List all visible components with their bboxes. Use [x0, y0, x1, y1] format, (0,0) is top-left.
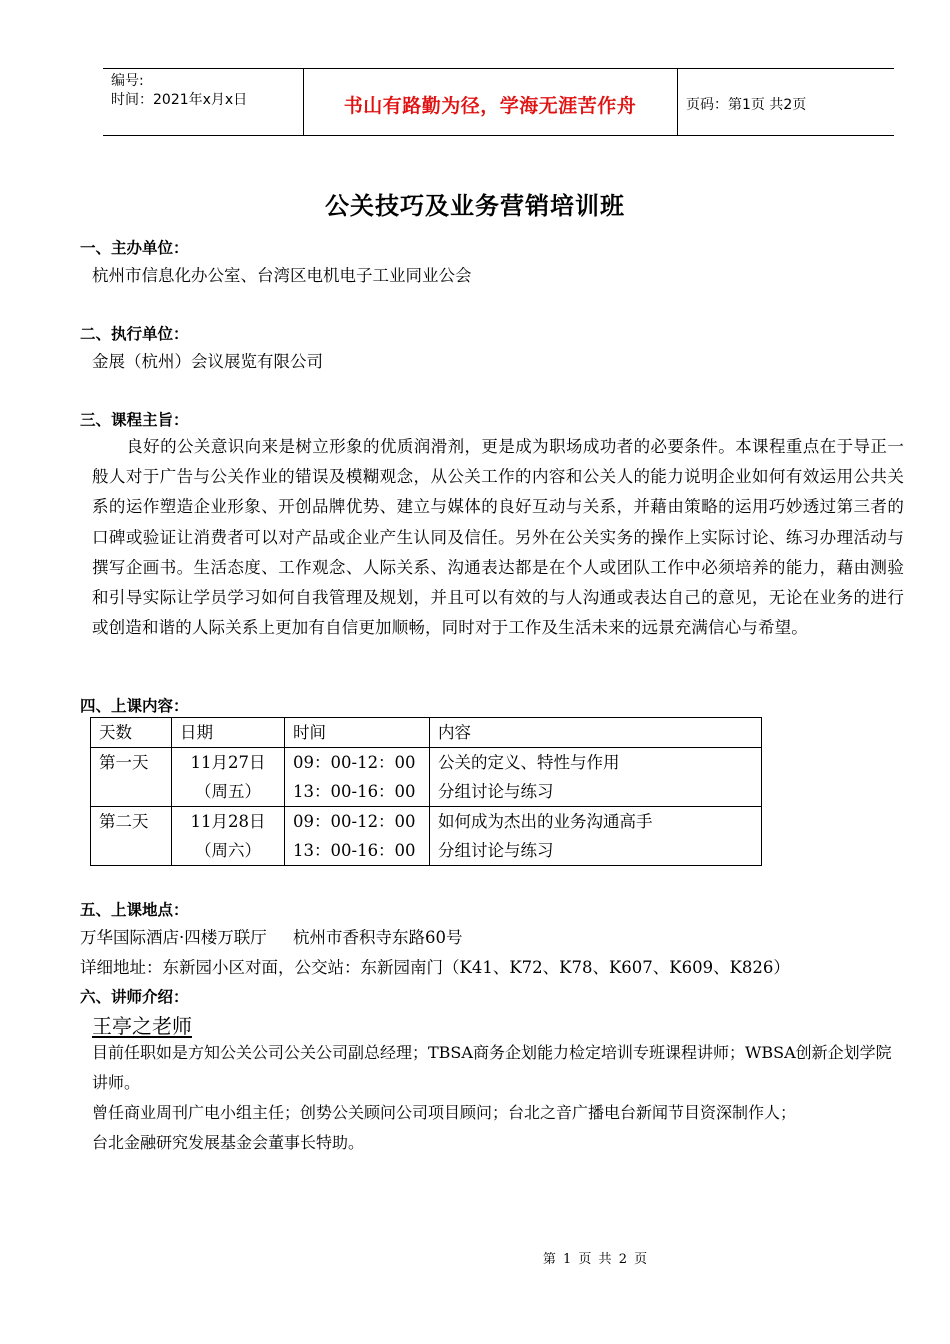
date-value: 11月28日: [190, 812, 266, 831]
time-slot: 13：00-16：00: [293, 841, 416, 860]
header-motto: 书山有路勤为径，学海无涯苦作舟: [343, 95, 637, 117]
time-cell: [285, 748, 430, 807]
location-line: 万华国际酒店·四楼万联厅 杭州市香积寺东路60号: [80, 928, 463, 947]
weekday-value: （周五）: [195, 782, 261, 801]
bio-line: 台北金融研究发展基金会董事长特助。: [92, 1133, 365, 1152]
topic-item: 分组讨论与练习: [438, 841, 554, 860]
weekday-value: （周六）: [195, 841, 261, 860]
number-label: 编号:: [111, 73, 144, 89]
time-cell: [285, 807, 430, 866]
bio-line: 曾任商业周刊广电小组主任；创势公关顾问公司项目顾问；台北之音广播电台新闻节目资深制作人；: [92, 1103, 797, 1122]
date-cell: [172, 807, 285, 866]
topic-item: 公关的定义、特性与作用: [438, 753, 620, 772]
header-page-info: 页码：第1页 共2页: [686, 97, 807, 113]
schedule-table: [90, 717, 762, 866]
table-row: [91, 748, 762, 807]
day-cell: [91, 748, 172, 807]
time-slot: 09：00-12：00: [293, 812, 416, 831]
table-row: [91, 807, 762, 866]
executor-text: 金展（杭州）会议展览有限公司: [92, 352, 323, 371]
bio-line: 目前任职如是方知公关公司公关公司副总经理；TBSA商务企划能力检定培训专班课程讲师；WBSA创新企划学院讲师。: [92, 1043, 892, 1092]
page-header: [103, 68, 894, 136]
date-value: 11月27日: [190, 753, 266, 772]
address-detail: 详细地址：东新园小区对面，公交站：东新园南门（K41、K72、K78、K607、K609、K826）: [80, 958, 790, 977]
day-label: 第一天: [99, 753, 149, 772]
topic-cell: [430, 807, 762, 866]
purpose-paragraph: [92, 432, 904, 643]
purpose-heading: 三、课程主旨：: [80, 411, 189, 429]
table-header-row: [91, 718, 762, 748]
col-header-date: 日期: [172, 718, 285, 748]
time-slot: 09：00-12：00: [293, 753, 416, 772]
lecturer-name: 王亭之老师: [92, 1014, 192, 1038]
organizer-text: 杭州市信息化办公室、台湾区电机电子工业同业公会: [92, 266, 472, 285]
content-heading: 四、上课内容：: [80, 697, 189, 715]
day-label: 第二天: [99, 812, 149, 831]
page-footer: 第 1 页 共 2 页: [542, 1252, 648, 1267]
purpose-text: 良好的公关意识向来是树立形象的优质润滑剂，更是成为职场成功者的必要条件。本课程重点在于导正一般人对于广告与公关作业的错误及模糊观念，从公关工作的内容和公关人的能力说明企业如何有效运用公共关系的运作塑造企业形象、开创品牌优势、建立与媒体的良好互动与关系，并藉由策略的运用巧妙透过第三者的口碑或验证让消费者可以对产品或企业产生认同及信任。另外在公关实务的操作上实际讨论、练习办理活动与撰写企画书。生活态度、工作观念、人际关系、沟通表达都是在个人或团队工作中必须培养的能力，藉由测验和引导实际让学员学习如何自我管理及规划，并且可以有效的与人沟通或表达自己的意见，无论在业务的进行或创造和谐的人际关系上更加有自信更加顺畅，同时对于工作及生活未来的远景充满信心与希望。: [92, 437, 904, 638]
lecturer-bio: [92, 1038, 904, 1158]
header-meta: [111, 72, 247, 110]
date-label: 时间：2021年x月x日: [111, 92, 248, 108]
lecturer-heading: 六、讲师介绍：: [80, 988, 189, 1006]
organizer-heading: 一、主办单位：: [80, 239, 189, 257]
document-title: 公关技巧及业务营销培训班: [325, 192, 625, 220]
time-slot: 13：00-16：00: [293, 782, 416, 801]
topic-item: 分组讨论与练习: [438, 782, 554, 801]
day-cell: [91, 807, 172, 866]
col-header-content: 内容: [430, 718, 762, 748]
executor-heading: 二、执行单位：: [80, 325, 189, 343]
col-header-day: 天数: [91, 718, 172, 748]
topic-item: 如何成为杰出的业务沟通高手: [438, 812, 653, 831]
topic-cell: [430, 748, 762, 807]
date-cell: [172, 748, 285, 807]
location-heading: 五、上课地点：: [80, 901, 189, 919]
header-divider: [677, 69, 678, 135]
col-header-time: 时间: [285, 718, 430, 748]
